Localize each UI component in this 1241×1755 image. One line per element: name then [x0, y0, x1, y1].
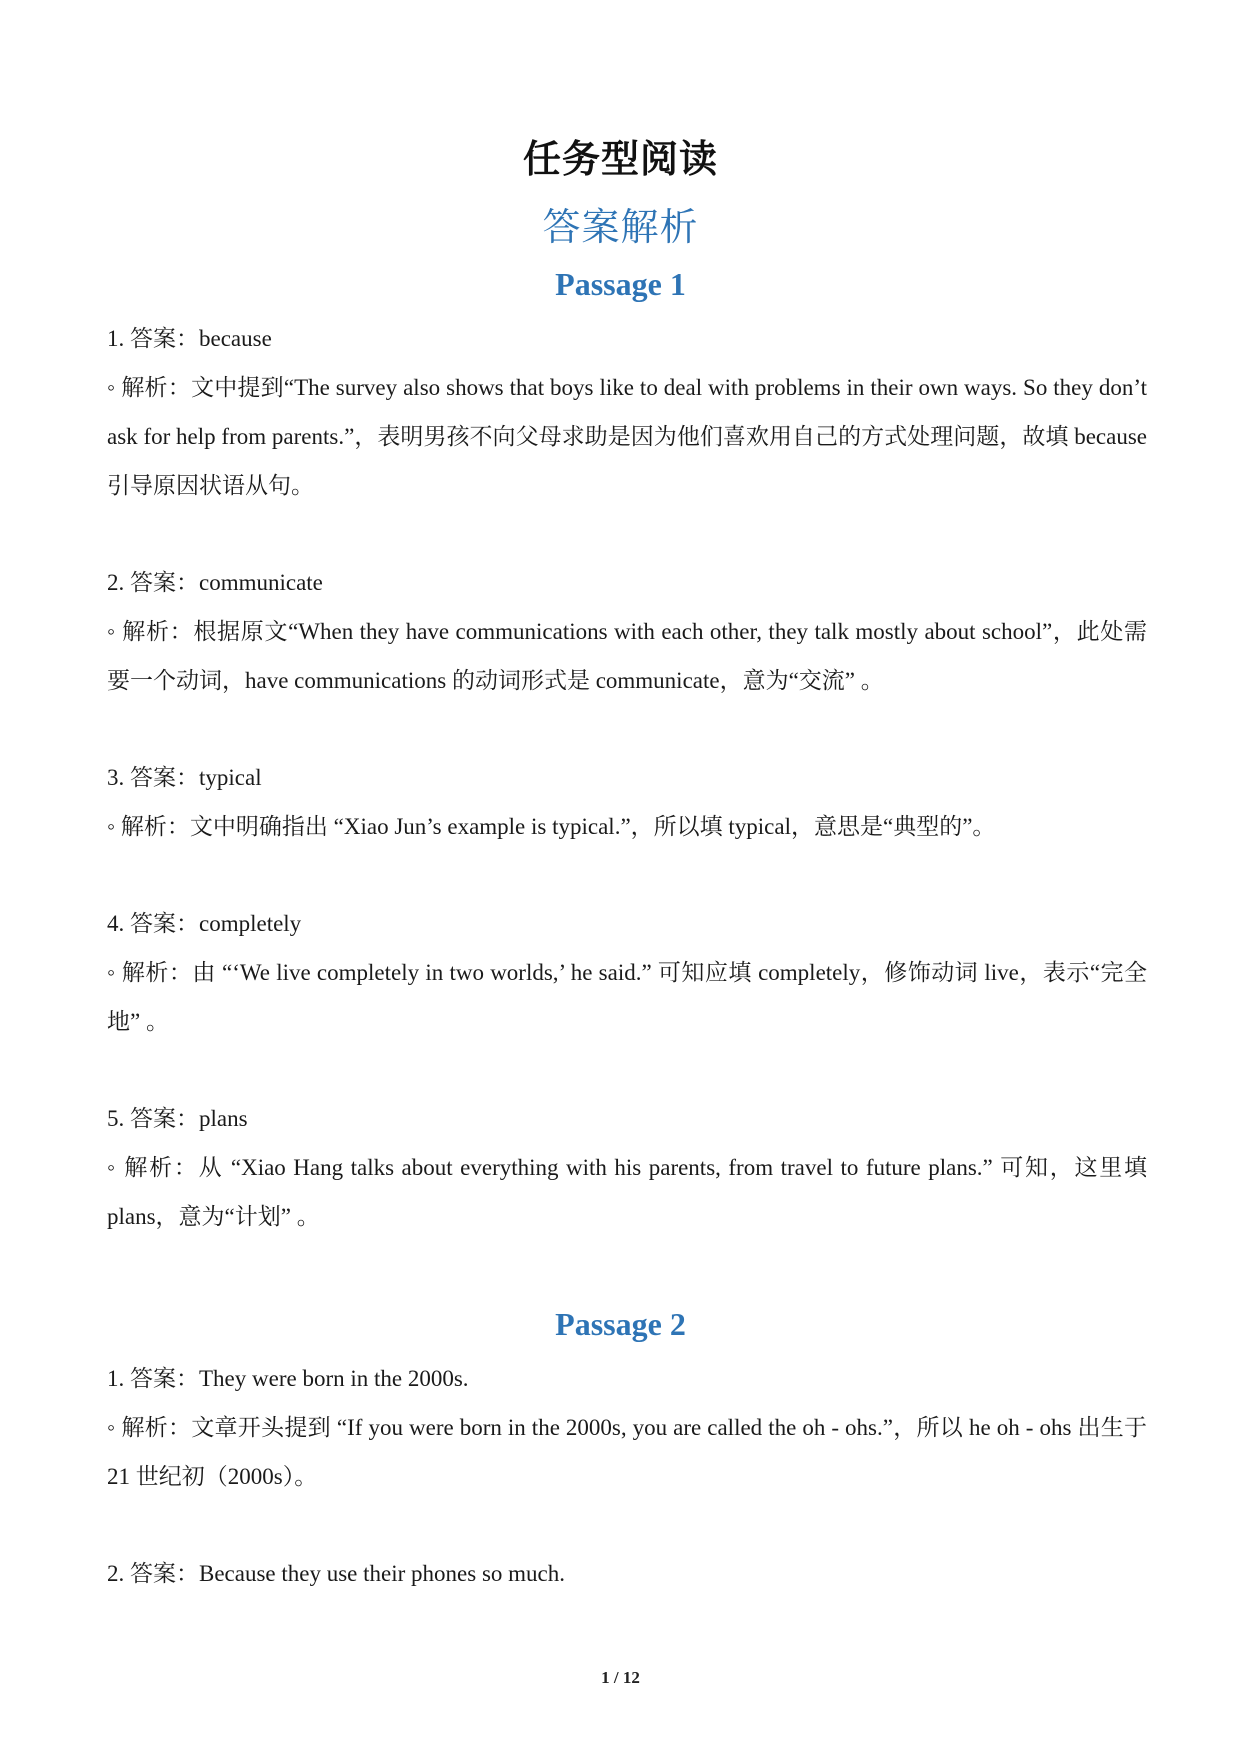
- passage-2-heading: Passage 2: [555, 1306, 686, 1342]
- explanation-text: ◦ 解析：从 “Xiao Hang talks about everything with his parents, from travel to future plans.” 可知，这里填 plans，意为“计划” 。: [107, 1155, 1147, 1229]
- p1-item-4: [107, 899, 1147, 1046]
- answer-line: 1. 答案：They were born in the 2000s.: [107, 1366, 469, 1391]
- explanation-text: ◦ 解析：根据原文“When they have communications with each other, they talk mostly about school”，此处需要一个动词，have communications 的动词形式是 communicate，意为“交流” 。: [107, 619, 1147, 693]
- explanation-text: ◦ 解析：文章开头提到 “If you were born in the 2000s, you are called the oh - ohs.”，所以 he oh - ohs 出生于 21 世纪初（2000s）。: [107, 1415, 1147, 1489]
- answer-line: 2. 答案：communicate: [107, 570, 323, 595]
- explanation-text: ◦ 解析：文中明确指出 “Xiao Jun’s example is typical.”，所以填 typical，意思是“典型的”。: [107, 814, 996, 839]
- explanation-text: ◦ 解析：文中提到“The survey also shows that boys like to deal with problems in their own ways. So they don’t ask for help from parents.”，表明男孩不向父母求助是因为他们喜欢用自己的方式处理问题，故填 because 引导原因状语从句。: [107, 375, 1147, 498]
- answer-line: 2. 答案：Because they use their phones so much.: [107, 1561, 565, 1586]
- p2-item-2: [107, 1549, 1147, 1598]
- explanation-text: ◦ 解析：由 “‘We live completely in two worlds,’ he said.” 可知应填 completely，修饰动词 live，表示“完全地” 。: [107, 960, 1147, 1034]
- page-title: 任务型阅读: [522, 137, 718, 181]
- p1-item-5: [107, 1094, 1147, 1241]
- passage-1-heading: Passage 1: [555, 266, 686, 302]
- p2-item-1: [107, 1354, 1147, 1501]
- p1-item-3: [107, 753, 1147, 851]
- answer-line: 1. 答案：because: [107, 326, 272, 351]
- page-number: 1 / 12: [601, 1668, 640, 1687]
- p1-item-1: [107, 314, 1147, 510]
- answer-line: 3. 答案：typical: [107, 765, 262, 790]
- p1-item-2: [107, 558, 1147, 705]
- page-subtitle: 答案解析: [542, 205, 699, 249]
- answer-line: 5. 答案：plans: [107, 1106, 248, 1131]
- answer-line: 4. 答案：completely: [107, 911, 302, 936]
